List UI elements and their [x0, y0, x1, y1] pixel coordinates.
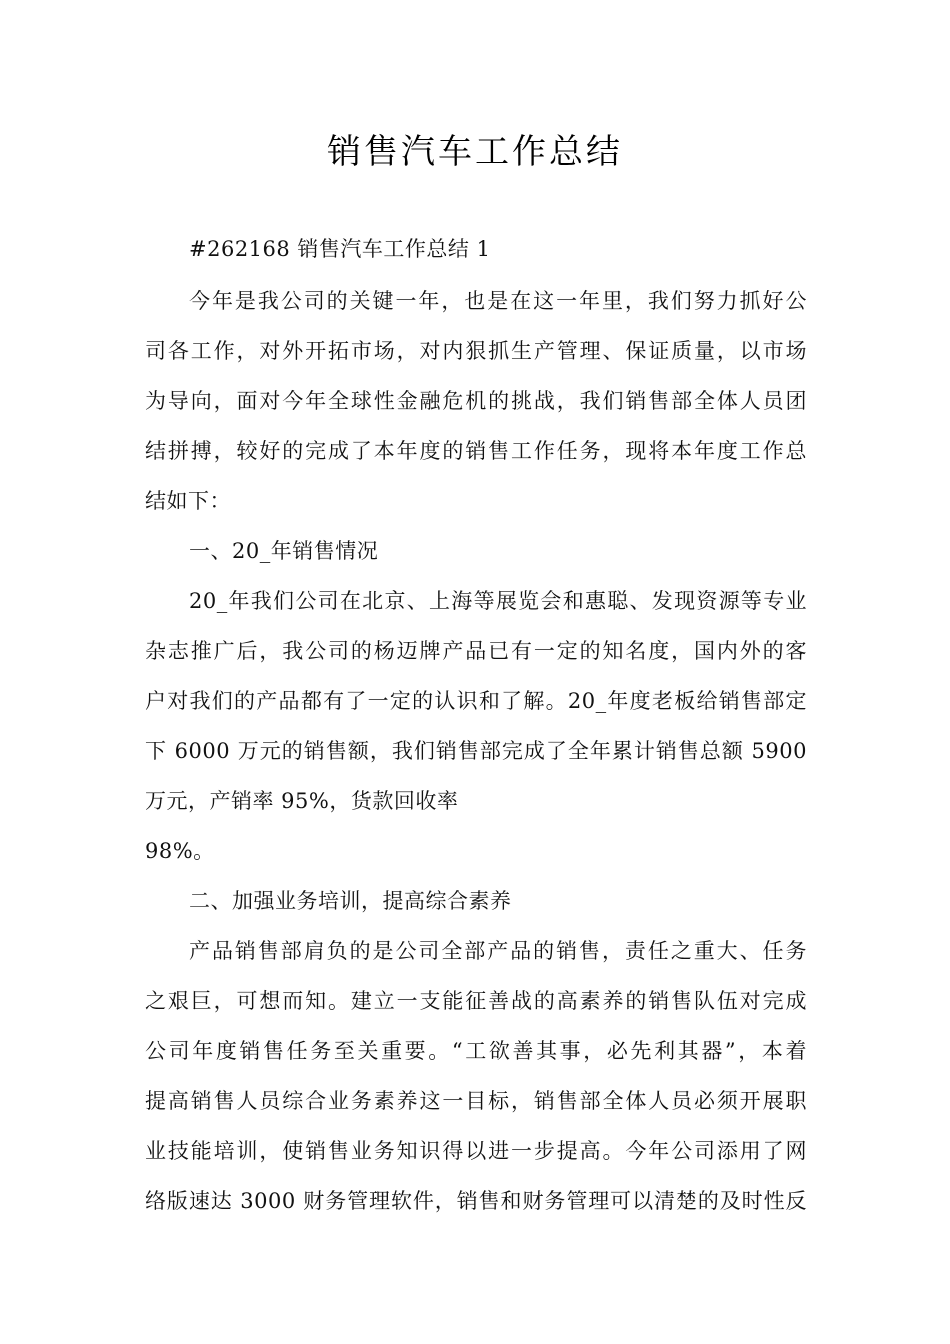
paragraph-line: 20_年我们公司在北京、上海等展览会和惠聪、发现资源等专业	[189, 589, 807, 613]
paragraph-line: 络版速达 3000 财务管理软件，销售和财务管理可以清楚的及时性反	[145, 1189, 807, 1213]
section-heading: 二、加强业务培训，提高综合素养	[189, 889, 512, 913]
paragraph-line: 杂志推广后，我公司的杨迈牌产品已有一定的知名度，国内外的客	[145, 639, 807, 663]
paragraph-line: 户对我们的产品都有了一定的认识和了解。20_年度老板给销售部定	[145, 689, 807, 713]
paragraph-line: 之艰巨，可想而知。建立一支能征善战的高素养的销售队伍对完成	[145, 989, 807, 1013]
paragraph-line: 公司年度销售任务至关重要。“工欲善其事，必先利其器”，本着	[145, 1039, 807, 1063]
paragraph-line: 司各工作，对外开拓市场，对内狠抓生产管理、保证质量，以市场	[145, 339, 807, 363]
paragraph-line: 为导向，面对今年全球性金融危机的挑战，我们销售部全体人员团	[145, 389, 807, 413]
paragraph-line: 业技能培训，使销售业务知识得以进一步提高。今年公司添用了网	[145, 1139, 807, 1163]
document-title: 销售汽车工作总结	[327, 132, 623, 172]
paragraph-line: 98%。	[145, 839, 215, 863]
section-heading-doc-number: #262168 销售汽车工作总结 1	[189, 237, 491, 261]
section-heading: 一、20_年销售情况	[189, 539, 379, 563]
paragraph-line: 提高销售人员综合业务素养这一目标，销售部全体人员必须开展职	[145, 1089, 807, 1113]
paragraph-line: 下 6000 万元的销售额，我们销售部完成了全年累计销售总额 5900	[145, 739, 807, 763]
paragraph-line: 结如下：	[145, 489, 231, 513]
paragraph-line: 结拼搏，较好的完成了本年度的销售工作任务，现将本年度工作总	[145, 439, 807, 463]
paragraph-line: 万元，产销率 95%，货款回收率	[145, 789, 459, 813]
paragraph-line: 今年是我公司的关键一年，也是在这一年里，我们努力抓好公	[189, 289, 807, 313]
paragraph-line: 产品销售部肩负的是公司全部产品的销售，责任之重大、任务	[189, 939, 807, 963]
